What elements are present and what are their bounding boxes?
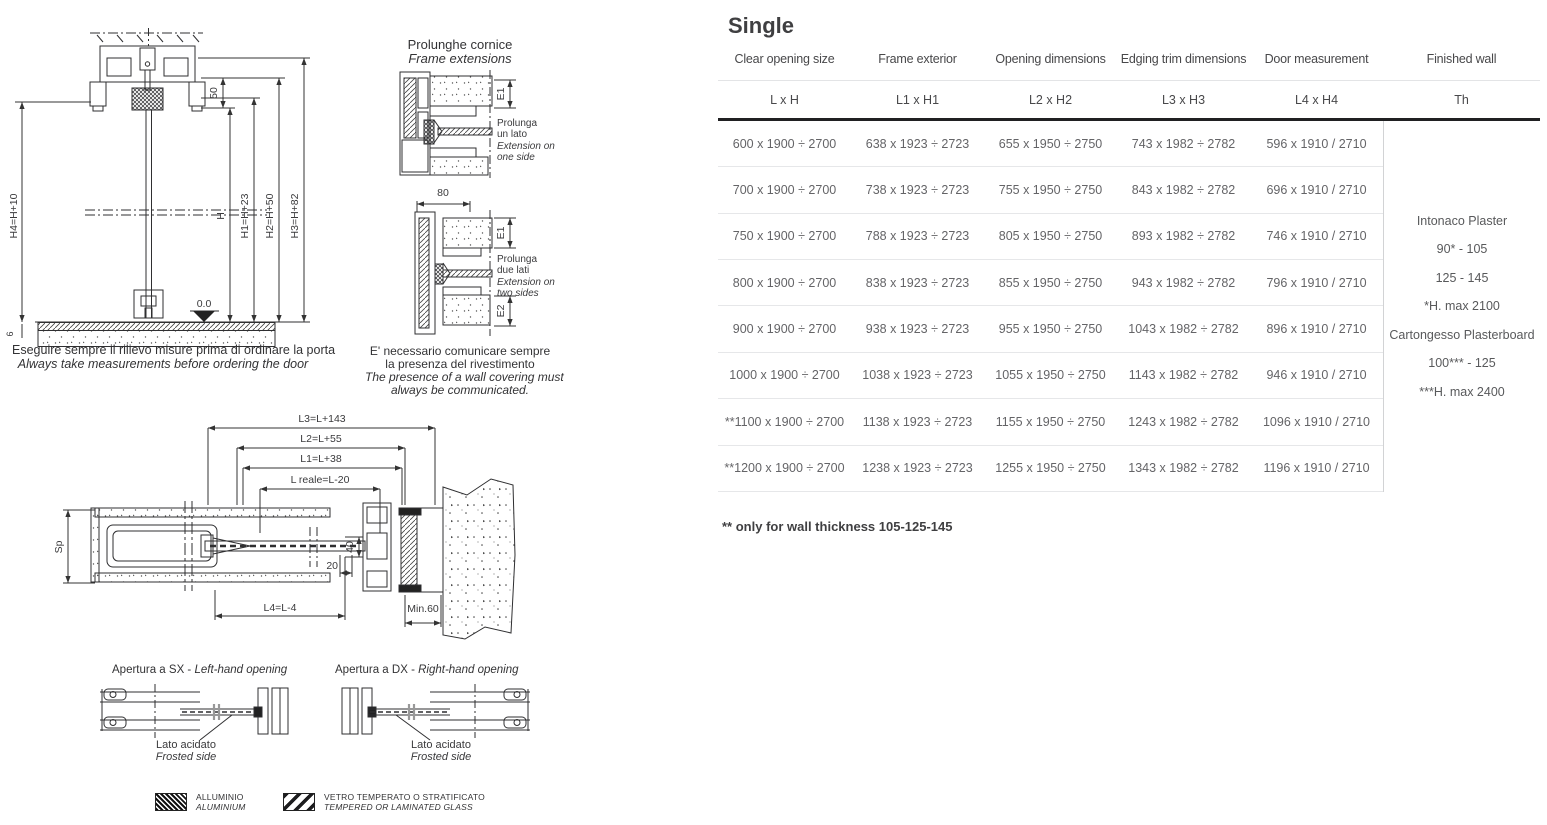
legend-aluminium-it: ALLUMINIO — [196, 792, 244, 802]
legend-aluminium — [155, 791, 246, 812]
table-cell: 700 x 1900 ÷ 2700 — [732, 183, 837, 198]
right-frosted-label-en: Frosted side — [410, 751, 472, 763]
right-opening-title — [335, 664, 519, 676]
frame-extensions-title-en: Frame extensions — [408, 50, 512, 66]
right-opening-title-en: Right-hand opening — [418, 664, 519, 676]
table-cell: 1155 x 1950 ÷ 2750 — [995, 414, 1106, 429]
column-header: Finished wall — [1426, 52, 1497, 66]
dim-50-label: 50 — [208, 87, 220, 99]
table-cell: 755 x 1950 ÷ 2750 — [998, 183, 1103, 198]
svg-text:Extension on: Extension on — [497, 141, 555, 152]
table-cell: 655 x 1950 ÷ 2750 — [998, 136, 1103, 151]
frame-extensions-drawing — [390, 68, 580, 338]
legend-glass — [283, 791, 485, 812]
table-cell: **1200 x 1900 ÷ 2700 — [724, 461, 845, 476]
extension-two-label — [497, 254, 555, 299]
page-title: Single — [728, 13, 795, 38]
frame-extensions-title — [395, 38, 525, 65]
table-cell: 750 x 1900 ÷ 2700 — [732, 229, 837, 244]
table-cell: 938 x 1923 ÷ 2723 — [865, 322, 970, 337]
table-row — [718, 121, 1383, 167]
table-cell: 1038 x 1923 ÷ 2723 — [862, 368, 973, 383]
table-cell: 743 x 1982 ÷ 2782 — [1131, 136, 1236, 151]
table-cell: 843 x 1982 ÷ 2782 — [1131, 183, 1236, 198]
table-cell: **1100 x 1900 ÷ 2700 — [724, 414, 845, 429]
wall-mass — [443, 479, 515, 639]
table-body — [718, 121, 1540, 492]
dim-20-label: 20 — [326, 560, 338, 572]
table-footnote: ** only for wall thickness 105-125-145 — [722, 518, 953, 534]
dim-e1-label: E1 — [495, 87, 507, 101]
right-frosted-label-it: Lato acidato — [411, 739, 471, 751]
table-cell: 1055 x 1950 ÷ 2750 — [995, 368, 1106, 383]
extension-two-sides — [415, 210, 492, 336]
left-opening-title-it: Apertura a SX - — [112, 664, 192, 676]
left-frosted-label-it: Lato acidato — [156, 739, 216, 751]
legend-glass-en: TEMPERED OR LAMINATED GLASS — [324, 801, 473, 812]
column-header: Opening dimensions — [995, 52, 1106, 66]
svg-text:due lati: due lati — [497, 265, 530, 276]
dim-min60-label: Min.60 — [407, 603, 439, 615]
finished-wall-line: 90* - 105 — [1436, 242, 1488, 257]
legend-aluminium-en: ALUMINIUM — [196, 801, 246, 812]
right-opening-drawing — [342, 684, 530, 740]
column-subheader: L4 x H4 — [1294, 92, 1339, 107]
finished-wall-line: Intonaco Plaster — [1416, 213, 1508, 228]
table-cell: 1000 x 1900 ÷ 2700 — [729, 368, 840, 383]
table-row — [718, 399, 1383, 445]
table-cell: 855 x 1950 ÷ 2750 — [998, 275, 1103, 290]
dim-6-label: 6 — [5, 331, 15, 337]
wall-covering-caption-en2: always be communicated. — [390, 383, 530, 397]
left-frosted-label-en: Frosted side — [155, 751, 217, 763]
extension-one-side — [400, 70, 492, 178]
table-cell: 638 x 1923 ÷ 2723 — [865, 136, 970, 151]
vertical-section-lines — [35, 28, 310, 347]
datum-symbol — [190, 311, 219, 322]
left-opening-drawing — [100, 684, 288, 740]
materials-legend — [140, 791, 620, 821]
left-opening-title-en: Left-hand opening — [194, 664, 288, 676]
table-cell: 1138 x 1923 ÷ 2723 — [862, 414, 973, 429]
dim-e2-label: E2 — [495, 304, 507, 318]
horizontal-section-dims — [63, 428, 441, 627]
table-cell: 1096 x 1910 / 2710 — [1262, 414, 1371, 429]
measure-first-caption-it: Eseguire sempre il rilievo misure prima di ordinare la porta — [12, 343, 336, 357]
left-opening-title — [112, 664, 287, 676]
aluminium-swatch-icon — [155, 793, 187, 811]
table-cell: 838 x 1923 ÷ 2723 — [865, 275, 970, 290]
svg-text:two sides: two sides — [497, 288, 539, 299]
svg-text:one side: one side — [497, 152, 535, 163]
dim-h4-label: H4=H+10 — [8, 193, 20, 239]
frame-extensions-title-it: Prolunghe cornice — [407, 37, 513, 52]
finished-wall-line: 100*** - 125 — [1428, 356, 1496, 371]
wall-covering-caption-it2: la presenza del rivestimento — [385, 357, 535, 371]
table-cell: 943 x 1982 ÷ 2782 — [1131, 275, 1236, 290]
table-cell: 788 x 1923 ÷ 2723 — [865, 229, 970, 244]
finished-wall-line: 125 - 145 — [1435, 270, 1489, 285]
table-cell: 600 x 1900 ÷ 2700 — [732, 136, 837, 151]
svg-text:un lato: un lato — [497, 129, 528, 140]
legend-glass-it: VETRO TEMPERATO O STRATIFICATO — [324, 792, 485, 802]
pocket-and-door — [91, 501, 443, 592]
table-cell: 596 x 1910 / 2710 — [1266, 136, 1367, 151]
dim-l2-label: L2=L+55 — [300, 433, 342, 445]
column-header: Door measurement — [1264, 52, 1369, 66]
wall-covering-caption-en1: The presence of a wall covering must — [365, 370, 564, 384]
dim-40-label: 40 — [344, 541, 356, 553]
dim-lreale-label: L reale=L-20 — [290, 474, 350, 486]
table-cell: 696 x 1910 / 2710 — [1266, 183, 1367, 198]
svg-text:Prolunga: Prolunga — [497, 254, 538, 265]
horizontal-section-drawing — [55, 405, 525, 655]
column-subheader: Th — [1454, 92, 1469, 107]
table-cell: 805 x 1950 ÷ 2750 — [998, 229, 1103, 244]
dimensions-panel — [718, 0, 1540, 534]
column-subheader: L x H — [770, 92, 799, 107]
wall-covering-caption-it1: E' necessario comunicare sempre — [369, 344, 551, 358]
table-row — [718, 306, 1383, 352]
table-cell: 900 x 1900 ÷ 2700 — [732, 322, 837, 337]
column-header: Edging trim dimensions — [1120, 52, 1247, 66]
dim-h1-label: H1=H+23 — [239, 193, 251, 239]
column-subheader: L2 x H2 — [1028, 92, 1073, 107]
dim-l3-label: L3=L+143 — [298, 413, 346, 425]
dim-sp-label: Sp — [53, 540, 65, 554]
table-cell: 1255 x 1950 ÷ 2750 — [995, 461, 1106, 476]
measure-first-caption-en: Always take measurements before ordering the door — [17, 356, 309, 371]
svg-text:Prolunga: Prolunga — [497, 118, 538, 129]
table-row — [718, 446, 1383, 492]
table-cell: 796 x 1910 / 2710 — [1266, 275, 1367, 290]
measure-first-caption — [12, 343, 336, 371]
dim-h-label: H — [215, 212, 227, 220]
table-row — [718, 353, 1383, 399]
table-cell: 893 x 1982 ÷ 2782 — [1131, 229, 1236, 244]
finished-wall-line: Cartongesso Plasterboard — [1389, 327, 1535, 342]
dim-e1b-label: E1 — [495, 226, 507, 240]
dim-80-label: 80 — [437, 187, 449, 199]
dim-h3-label: H3=H+82 — [289, 193, 301, 239]
table-cell: 1043 x 1982 ÷ 2782 — [1128, 322, 1239, 337]
table-cell: 800 x 1900 ÷ 2700 — [732, 275, 837, 290]
finished-wall-cell — [1383, 121, 1540, 492]
table-cell: 946 x 1910 / 2710 — [1266, 368, 1367, 383]
table-cell: 955 x 1950 ÷ 2750 — [998, 322, 1103, 337]
table-header-row — [718, 38, 1540, 81]
table-cell: 1196 x 1910 / 2710 — [1263, 461, 1370, 476]
column-subheader: L3 x H3 — [1161, 92, 1206, 107]
column-header: Frame exterior — [878, 52, 957, 66]
table-cell: 1143 x 1982 ÷ 2782 — [1128, 368, 1239, 383]
opening-diagrams — [100, 660, 530, 770]
wall-covering-caption — [365, 344, 564, 397]
table-row — [718, 260, 1383, 306]
table-cell: 1243 x 1982 ÷ 2782 — [1128, 414, 1239, 429]
finished-wall-line: *H. max 2100 — [1424, 299, 1500, 314]
table-cell: 746 x 1910 / 2710 — [1266, 229, 1367, 244]
table-row — [718, 167, 1383, 213]
table-row — [718, 214, 1383, 260]
dim-l1-label: L1=L+38 — [300, 453, 342, 465]
right-opening-title-it: Apertura a DX - — [335, 664, 415, 676]
column-subheader: L1 x H1 — [895, 92, 940, 107]
table-subheader-row — [718, 81, 1540, 121]
dim-h2-label: H2=H+50 — [264, 193, 276, 239]
column-header: Clear opening size — [734, 52, 835, 66]
vertical-section-drawing — [5, 28, 336, 378]
datum-label: 0.0 — [196, 298, 212, 310]
finished-wall-line: ***H. max 2400 — [1419, 384, 1505, 399]
glass-swatch-icon — [283, 793, 315, 811]
opening-diagrams-drawing — [100, 682, 530, 764]
table-cell: 896 x 1910 / 2710 — [1266, 322, 1367, 337]
dim-l4-label: L4=L-4 — [263, 602, 297, 614]
extension-one-label — [497, 118, 555, 163]
table-cell: 1238 x 1923 ÷ 2723 — [862, 461, 973, 476]
table-cell: 738 x 1923 ÷ 2723 — [865, 183, 970, 198]
table-body-left — [718, 121, 1383, 492]
table-cell: 1343 x 1982 ÷ 2782 — [1128, 461, 1239, 476]
svg-text:Extension on: Extension on — [497, 277, 555, 288]
